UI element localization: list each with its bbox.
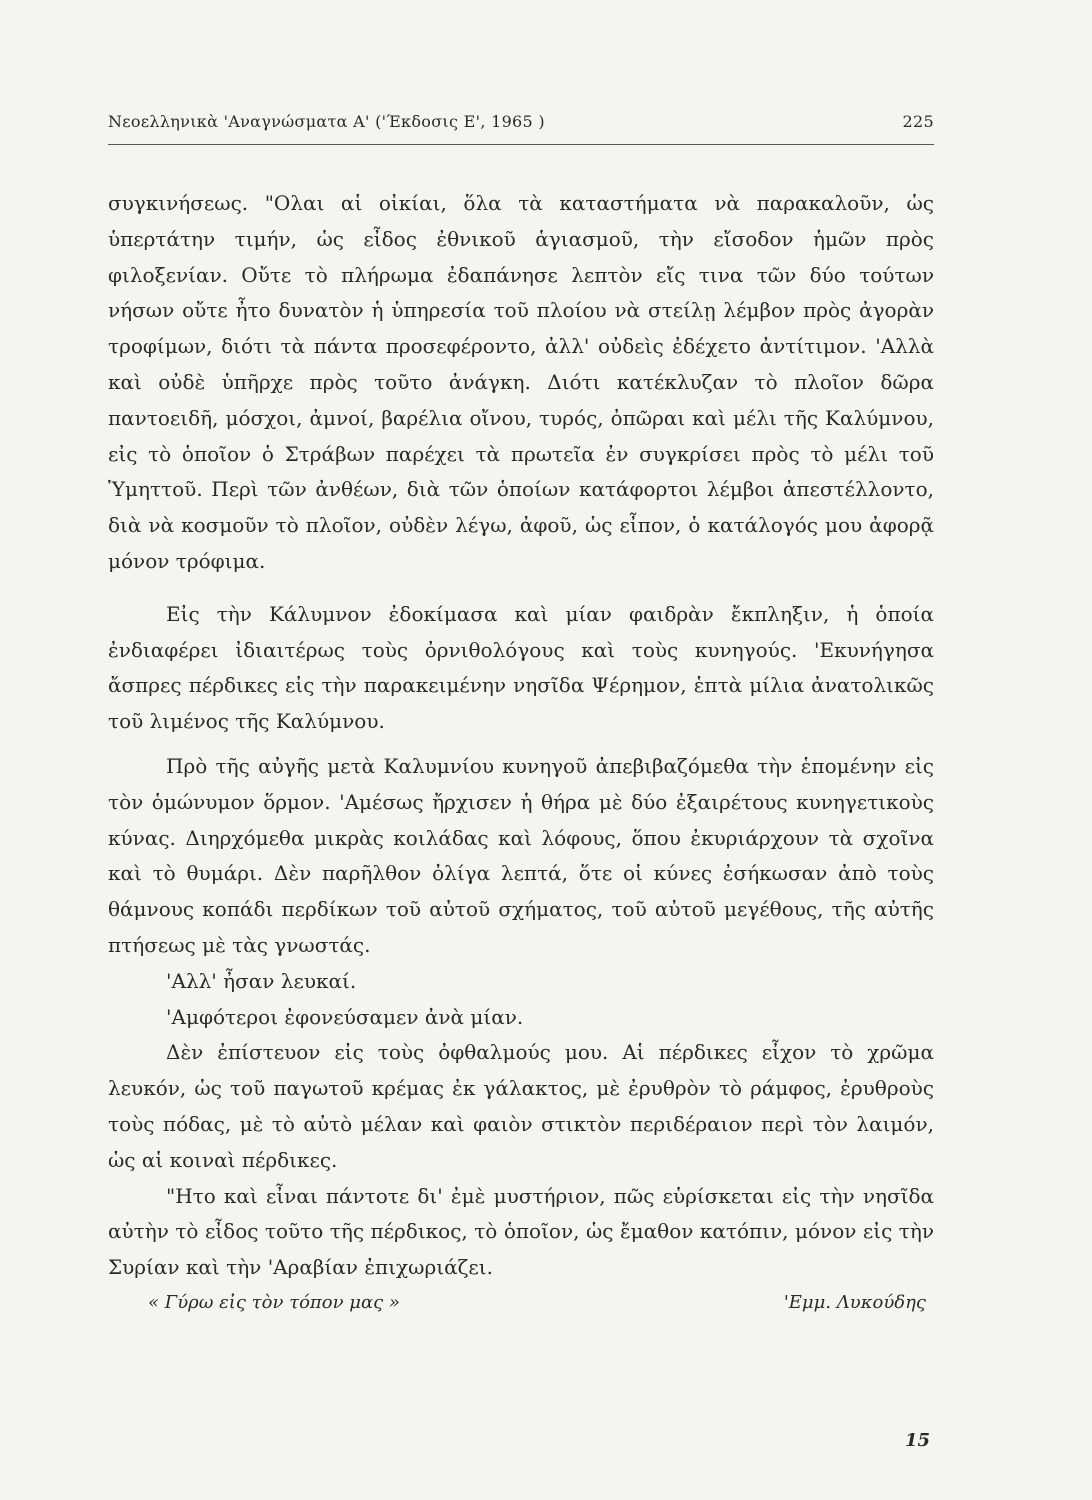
body-text [108,186,934,1286]
paragraph: 'Αμφότεροι ἐφονεύσαμεν ἀνὰ μίαν. [166,1004,524,1029]
running-header [108,112,934,131]
author-name: 'Εμμ. Λυκούδης [783,1292,926,1313]
page-number: 15 [904,1430,930,1451]
paragraph: Εἰς τὴν Κάλυμνον ἐδοκίμασα καὶ μίαν φαιδρὰν ἔκπληξιν, ἡ ὁποία ἐνδιαφέρει ἰδιαιτέρως τοὺς ὀρνιθολόγους καὶ τοὺς κυνηγούς. 'Εκυνήγησα ἄσπρες πέρδικες εἰς τὴν παρακειμένην νησῖδα Ψέρημον, ἑπτὰ μίλια ἀνατολικῶς τοῦ λιμένος τῆς Καλύμνου. [108,601,934,734]
attribution [148,1292,926,1313]
paragraph: "Ητο καὶ εἶναι πάντοτε δι' ἐμὲ μυστήριον, πῶς εὑρίσκεται εἰς τὴν νησῖδα αὐτὴν τὸ εἶδος τοῦτο τῆς πέρδικος, τὸ ὁποῖον, ὡς ἔμαθον κατόπιν, μόνον εἰς τὴν Συρίαν καὶ τὴν 'Αραβίαν ἐπιχωριάζει. [108,1183,934,1280]
paragraph: Πρὸ τῆς αὐγῆς μετὰ Καλυμνίου κυνηγοῦ ἀπεβιβαζόμεθα τὴν ἑπομένην εἰς τὸν ὁμώνυμον ὅρμον. 'Αμέσως ἤρχισεν ἡ θήρα μὲ δύο ἐξαιρέτους κυνηγετικοὺς κύνας. Διηρχόμεθα μικρὰς κοιλάδας καὶ λόφους, ὅπου ἐκυριάρχουν τὰ σχοῖνα καὶ τὸ θυμάρι. Δὲν παρῆλθον ὀλίγα λεπτά, ὅτε οἱ κύνες ἐσήκωσαν ἀπὸ τοὺς θάμνους κοπάδι περδίκων τοῦ αὐτοῦ σχήματος, τοῦ αὐτοῦ μεγέθους, τῆς αὐτῆς πτήσεως μὲ τὰς γνωστάς. [108,753,934,957]
paragraph: 'Αλλ' ἦσαν λευκαί. [166,968,357,993]
source-title: « Γύρω εἰς τὸν τόπον μας » [148,1292,400,1313]
paragraph: συγκινήσεως. "Ολαι αἱ οἰκίαι, ὅλα τὰ καταστήματα νὰ παρακαλοῦν, ὡς ὑπερτάτην τιμήν, ὡς εἶδος ἐθνικοῦ ἁγιασμοῦ, τὴν εἴσοδον ἡμῶν πρὸς φιλοξενίαν. Οὔτε τὸ πλήρωμα ἐδαπάνησε λεπτὸν εἴς τινα τῶν δύο τούτων νήσων οὔτε ἦτο δυνατὸν ἡ ὑπηρεσία τοῦ πλοίου νὰ στείλῃ λέμβον πρὸς ἀγορὰν τροφίμων, διότι τὰ πάντα προσεφέροντο, ἀλλ' οὐδεὶς ἐδέχετο ἀντίτιμον. 'Αλλὰ καὶ οὐδὲ ὑπῆρχε πρὸς τοῦτο ἀνάγκη. Διότι κατέκλυζαν τὸ πλοῖον δῶρα παντοειδῆ, μόσχοι, ἀμνοί, βαρέλια οἴνου, τυρός, ὀπῶραι καὶ μέλι τῆς Καλύμνου, εἰς τὸ ὁποῖον ὁ Στράβων παρέχει τὰ πρωτεῖα ἐν συγκρίσει πρὸς τὸ μέλι τοῦ Ὑμηττοῦ. Περὶ τῶν ἀνθέων, διὰ τῶν ὁποίων κατάφορτοι λέμβοι ἀπεστέλλοντο, διὰ νὰ κοσμοῦν τὸ πλοῖον, οὐδὲν λέγω, ἀφοῦ, ὡς εἶπον, ὁ κατάλογός μου ἀφορᾷ μόνον τρόφιμα. [108,191,934,573]
header-rule [108,144,934,145]
paragraph: Δὲν ἐπίστευον εἰς τοὺς ὀφθαλμούς μου. Αἱ πέρδικες εἶχον τὸ χρῶμα λευκόν, ὡς τοῦ παγωτοῦ κρέμας ἐκ γάλακτος, μὲ ἐρυθρὸν τὸ ράμφος, ἐρυθροὺς τοὺς πόδας, μὲ τὸ αὐτὸ μέλαν καὶ φαιὸν στικτὸν περιδέραιον περὶ τὸν λαιμόν, ὡς αἱ κοιναὶ πέρδικες. [108,1040,934,1172]
book-title: Νεοελληνικὰ 'Αναγνώσματα Α' ('Έκδοσις Ε', 1965 ) [108,112,545,131]
header-page-number: 225 [902,112,934,131]
